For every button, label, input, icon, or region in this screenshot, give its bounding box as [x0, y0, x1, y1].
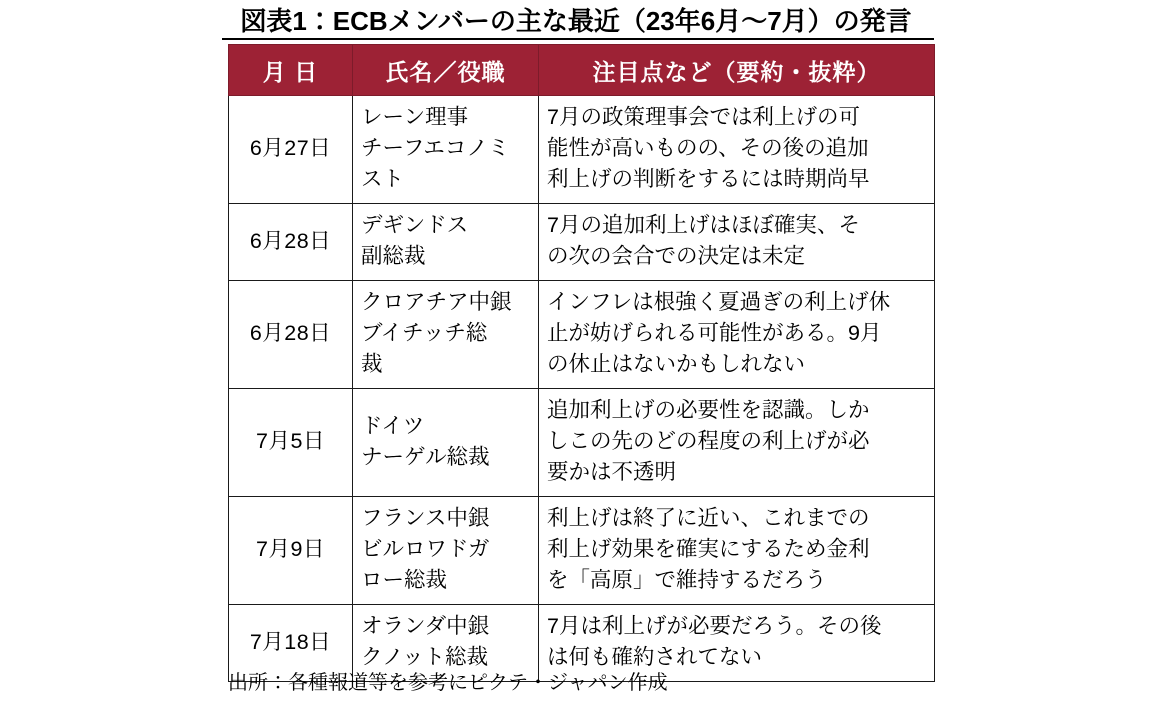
table-row — [229, 497, 935, 605]
cell-line: ブイチッチ総 — [361, 321, 488, 345]
cell-date: 7月9日 — [229, 497, 353, 605]
cell-line: 能性が高いものの、その後の追加 — [547, 136, 869, 160]
source-note: 出所：各種報道等を参考にピクテ・ジャパン作成 — [228, 672, 668, 694]
cell-line: チーフエコノミ — [361, 136, 510, 160]
table-header-row — [229, 45, 935, 96]
cell-line: 要かは不透明 — [547, 460, 677, 484]
cell-line: ロー総裁 — [361, 568, 448, 592]
cell-line: フランス中銀 — [361, 506, 490, 530]
table-row — [229, 96, 935, 204]
column-header-name: 氏名／役職 — [353, 45, 539, 96]
column-header-note: 注目点など（要約・抜粋） — [539, 45, 935, 96]
cell-note — [539, 389, 935, 497]
cell-line: 利上げの判断をするには時期尚早 — [547, 167, 870, 191]
cell-line: は何も確約されてない — [547, 645, 763, 669]
cell-line: ビルロワドガ — [361, 537, 490, 561]
table-row — [229, 204, 935, 281]
cell-line: インフレは根強く夏過ぎの利上げ休 — [547, 290, 891, 314]
cell-date: 6月28日 — [229, 204, 353, 281]
cell-line: 7月の追加利上げはほぼ確実、そ — [547, 213, 860, 237]
cell-note — [539, 281, 935, 389]
cell-line: を「高原」で維持するだろう — [547, 568, 827, 592]
cell-line: 利上げ効果を確実にするため金利 — [547, 537, 870, 561]
cell-line: の休止はないかもしれない — [547, 352, 806, 376]
column-header-date: 月 日 — [229, 45, 353, 96]
title-underline — [222, 38, 934, 40]
table-row — [229, 389, 935, 497]
ecb-statements-table-wrapper — [228, 44, 934, 682]
ecb-statements-table — [228, 44, 935, 682]
cell-line: 副総裁 — [361, 244, 426, 268]
cell-line: ドイツ — [361, 413, 425, 438]
cell-line: 追加利上げの必要性を認識。しか — [547, 398, 870, 422]
cell-name-role — [353, 389, 539, 497]
cell-date: 7月5日 — [229, 389, 353, 497]
cell-line: ナーゲル総裁 — [361, 444, 490, 469]
cell-note — [539, 204, 935, 281]
cell-name-role — [353, 281, 539, 389]
cell-line: クノット総裁 — [361, 645, 489, 669]
cell-line: の次の会合での決定は未定 — [547, 244, 806, 268]
cell-name-role — [353, 96, 539, 204]
cell-note — [539, 96, 935, 204]
cell-date: 6月27日 — [229, 96, 353, 204]
cell-line: 7月は利上げが必要だろう。その後 — [547, 614, 882, 638]
cell-note — [539, 497, 935, 605]
cell-line: しこの先のどの程度の利上げが必 — [547, 429, 870, 453]
cell-line: レーン理事 — [361, 105, 469, 129]
cell-date: 7月18日 — [229, 605, 353, 682]
cell-line: 止が妨げられる可能性がある。9月 — [547, 321, 882, 345]
table-body — [229, 96, 935, 682]
cell-name-role — [353, 497, 539, 605]
cell-line: オランダ中銀 — [361, 614, 490, 638]
cell-line: 7月の政策理事会では利上げの可 — [547, 105, 860, 129]
cell-line: 利上げは終了に近い、これまでの — [547, 506, 870, 530]
cell-line: クロアチア中銀 — [361, 290, 512, 314]
page-title: 図表1：ECBメンバーの主な最近（23年6月～7月）の発言 — [240, 6, 912, 36]
cell-line: スト — [361, 167, 405, 191]
table-row — [229, 281, 935, 389]
cell-date: 6月28日 — [229, 281, 353, 389]
cell-name-role — [353, 204, 539, 281]
cell-line: デギンドス — [361, 213, 469, 237]
cell-line: 裁 — [361, 352, 383, 376]
